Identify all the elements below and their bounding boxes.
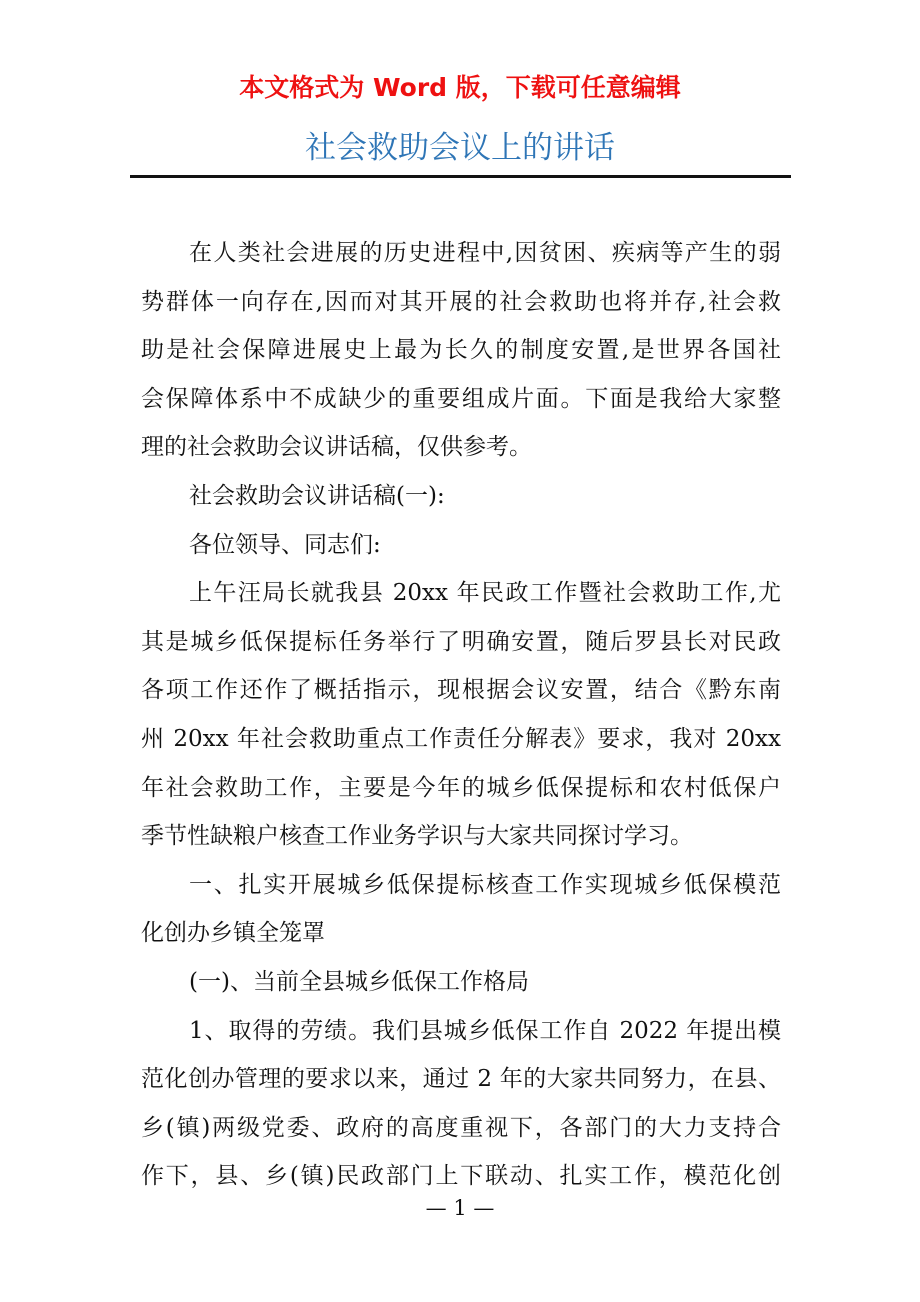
text-line: 势群体一向存在,因而对其开展的社会救助也将并存,社会救 xyxy=(141,288,781,315)
text-line: 在人类社会进展的历史进程中,因贫困、疾病等产生的弱 xyxy=(189,240,781,266)
title-divider xyxy=(130,175,791,178)
document-body xyxy=(141,229,781,1201)
text-line: 作下，县、乡(镇)民政部门上下联动、扎实工作，模范化创 xyxy=(141,1163,781,1190)
text-line: 一、扎实开展城乡低保提标核查工作实现城乡低保模范 xyxy=(189,871,781,898)
text-line: 其是城乡低保提标任务举行了明确安置，随后罗县长对民政 xyxy=(141,628,781,655)
text-line: 助是社会保障进展史上最为长久的制度安置,是世界各国社 xyxy=(141,337,781,364)
text-line: 理的社会救助会议讲话稿，仅供参考。 xyxy=(141,434,532,461)
document-title: 社会救助会议上的讲话 xyxy=(305,130,615,166)
page-number: — 1 — xyxy=(425,1196,495,1220)
text-line: (一)、当前全县城乡低保工作格局 xyxy=(189,968,529,995)
text-line: 会保障体系中不成缺少的重要组成片面。下面是我给大家整 xyxy=(141,385,781,412)
text-line: 州 20xx 年社会救助重点工作责任分解表》要求，我对 20xx xyxy=(141,725,781,752)
text-line: 上午汪局长就我县 20xx 年民政工作暨社会救助工作,尤 xyxy=(189,580,781,607)
text-line: 化创办乡镇全笼罩 xyxy=(141,920,325,947)
format-notice-banner: 本文格式为 Word 版，下载可任意编辑 xyxy=(239,73,681,102)
text-line: 社会救助会议讲话稿(一): xyxy=(189,482,445,509)
text-line: 乡(镇)两级党委、政府的高度重视下，各部门的大力支持合 xyxy=(141,1114,781,1141)
text-line: 各位领导、同志们: xyxy=(189,531,381,558)
text-line: 范化创办管理的要求以来，通过 2 年的大家共同努力，在县、 xyxy=(141,1066,781,1093)
text-line: 季节性缺粮户核查工作业务学识与大家共同探讨学习。 xyxy=(141,823,693,850)
text-line: 年社会救助工作，主要是今年的城乡低保提标和农村低保户 xyxy=(141,774,781,801)
text-line: 1、取得的劳绩。我们县城乡低保工作自 2022 年提出模 xyxy=(189,1017,781,1044)
text-line: 各项工作还作了概括指示，现根据会议安置，结合《黔东南 xyxy=(141,677,781,704)
